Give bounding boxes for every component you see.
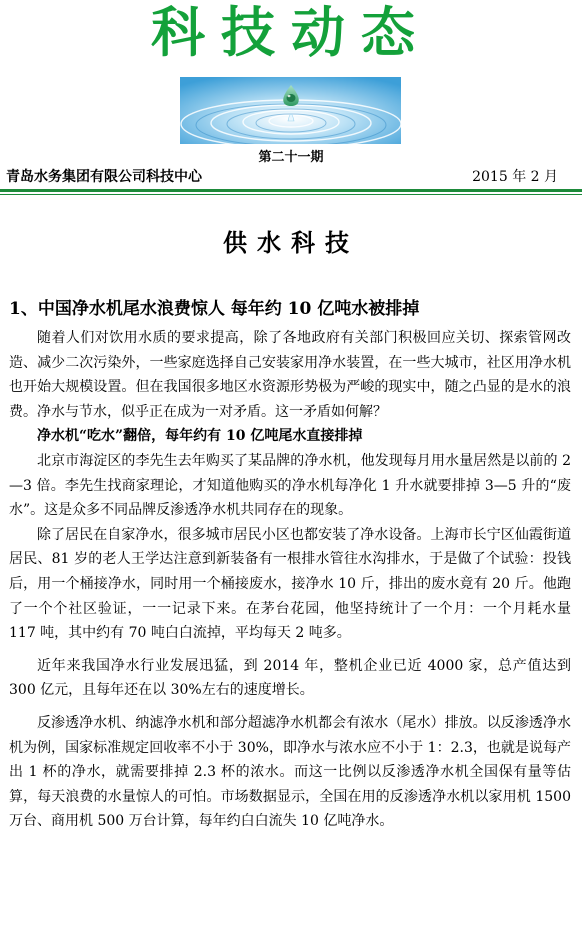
organization-name: 青岛水务集团有限公司科技中心	[6, 169, 202, 185]
article	[9, 296, 571, 834]
newsletter-title: 科技动态	[151, 1, 431, 64]
article-paragraph-3: 除了居民在自家净水，很多城市居民小区也都安装了净水设备。上海市长宁区仙霞街道居民、81 岁的老人王学达注意到新装备有一根排水管往水沟排水，于是做了个试验：投钱后，用一个桶接净水，同时用一个桶接废水，接净水 10 斤，排出的废水竟有 20 斤。他跑了一个个社区验证，一一记录下来。在茅台花园，他坚持统计了一个月：一个月耗水量 117 吨，其中约有 70 吨白白流掉，平均每天 2 吨多。	[9, 526, 571, 642]
article-paragraph-2: 北京市海淀区的李先生去年购买了某品牌的净水机，他发现每月用水量居然是以前的 2—3 倍。李先生找商家理论，才知道他购买的净水机每净化 1 升水就要排掉 3—5 升的“废水”。这是众多不同品牌反渗透净水机共同存在的现象。	[9, 452, 571, 519]
header-divider-thick	[0, 189, 582, 192]
masthead	[0, 0, 582, 70]
water-drop-ripple-icon	[180, 77, 401, 144]
article-title: 1、中国净水机尾水浪费惊人 每年约 10 亿吨水被排掉	[9, 299, 420, 319]
paragraph-gap	[9, 646, 571, 654]
article-paragraph-5: 反渗透净水机、纳滤净水机和部分超滤净水机都会有浓水（尾水）排放。以反渗透净水机为例，国家标准规定回收率不小于 30%，即净水与浓水应不小于 1：2.3，也就是说每产出 1 杯的净水，就需要排掉 2.3 杯的浓水。而这一比例以反渗透净水机全国保有量等估算，每天浪费的水量惊人的可怕。市场数据显示，全国在用的反渗透净水机以家用机 1500 万台、商用机 500 万台计算，每年约白白流失 10 亿吨净水。	[9, 714, 571, 830]
logo	[180, 77, 401, 144]
section-title: 供水科技	[223, 228, 359, 257]
article-paragraph-4: 近年来我国净水行业发展迅猛，到 2014 年，整机企业已近 4000 家，总产值达到 300 亿元，且每年还在以 30%左右的速度增长。	[9, 657, 571, 699]
header-divider-thin	[0, 194, 582, 195]
article-paragraph-1: 随着人们对饮用水质的要求提高，除了各地政府有关部门积极回应关切、探索管网改造、减少二次污染外，一些家庭选择自己安装家用净水装置，在一些大城市，社区用净水机也开始大规模设置。但在我国很多地区水资源形势极为严峻的现实中，随之凸显的是水的浪费。净水与节水，似乎正在成为一对矛盾。这一矛盾如何解？	[9, 330, 571, 420]
issue-number: 第二十一期	[258, 150, 324, 165]
article-subheading: 净水机“吃水”翻倍，每年约有 10 亿吨尾水直接排掉	[37, 428, 363, 445]
publish-date: 2015 年 2 月	[472, 169, 558, 185]
paragraph-gap	[9, 703, 571, 711]
info-row	[6, 168, 558, 186]
